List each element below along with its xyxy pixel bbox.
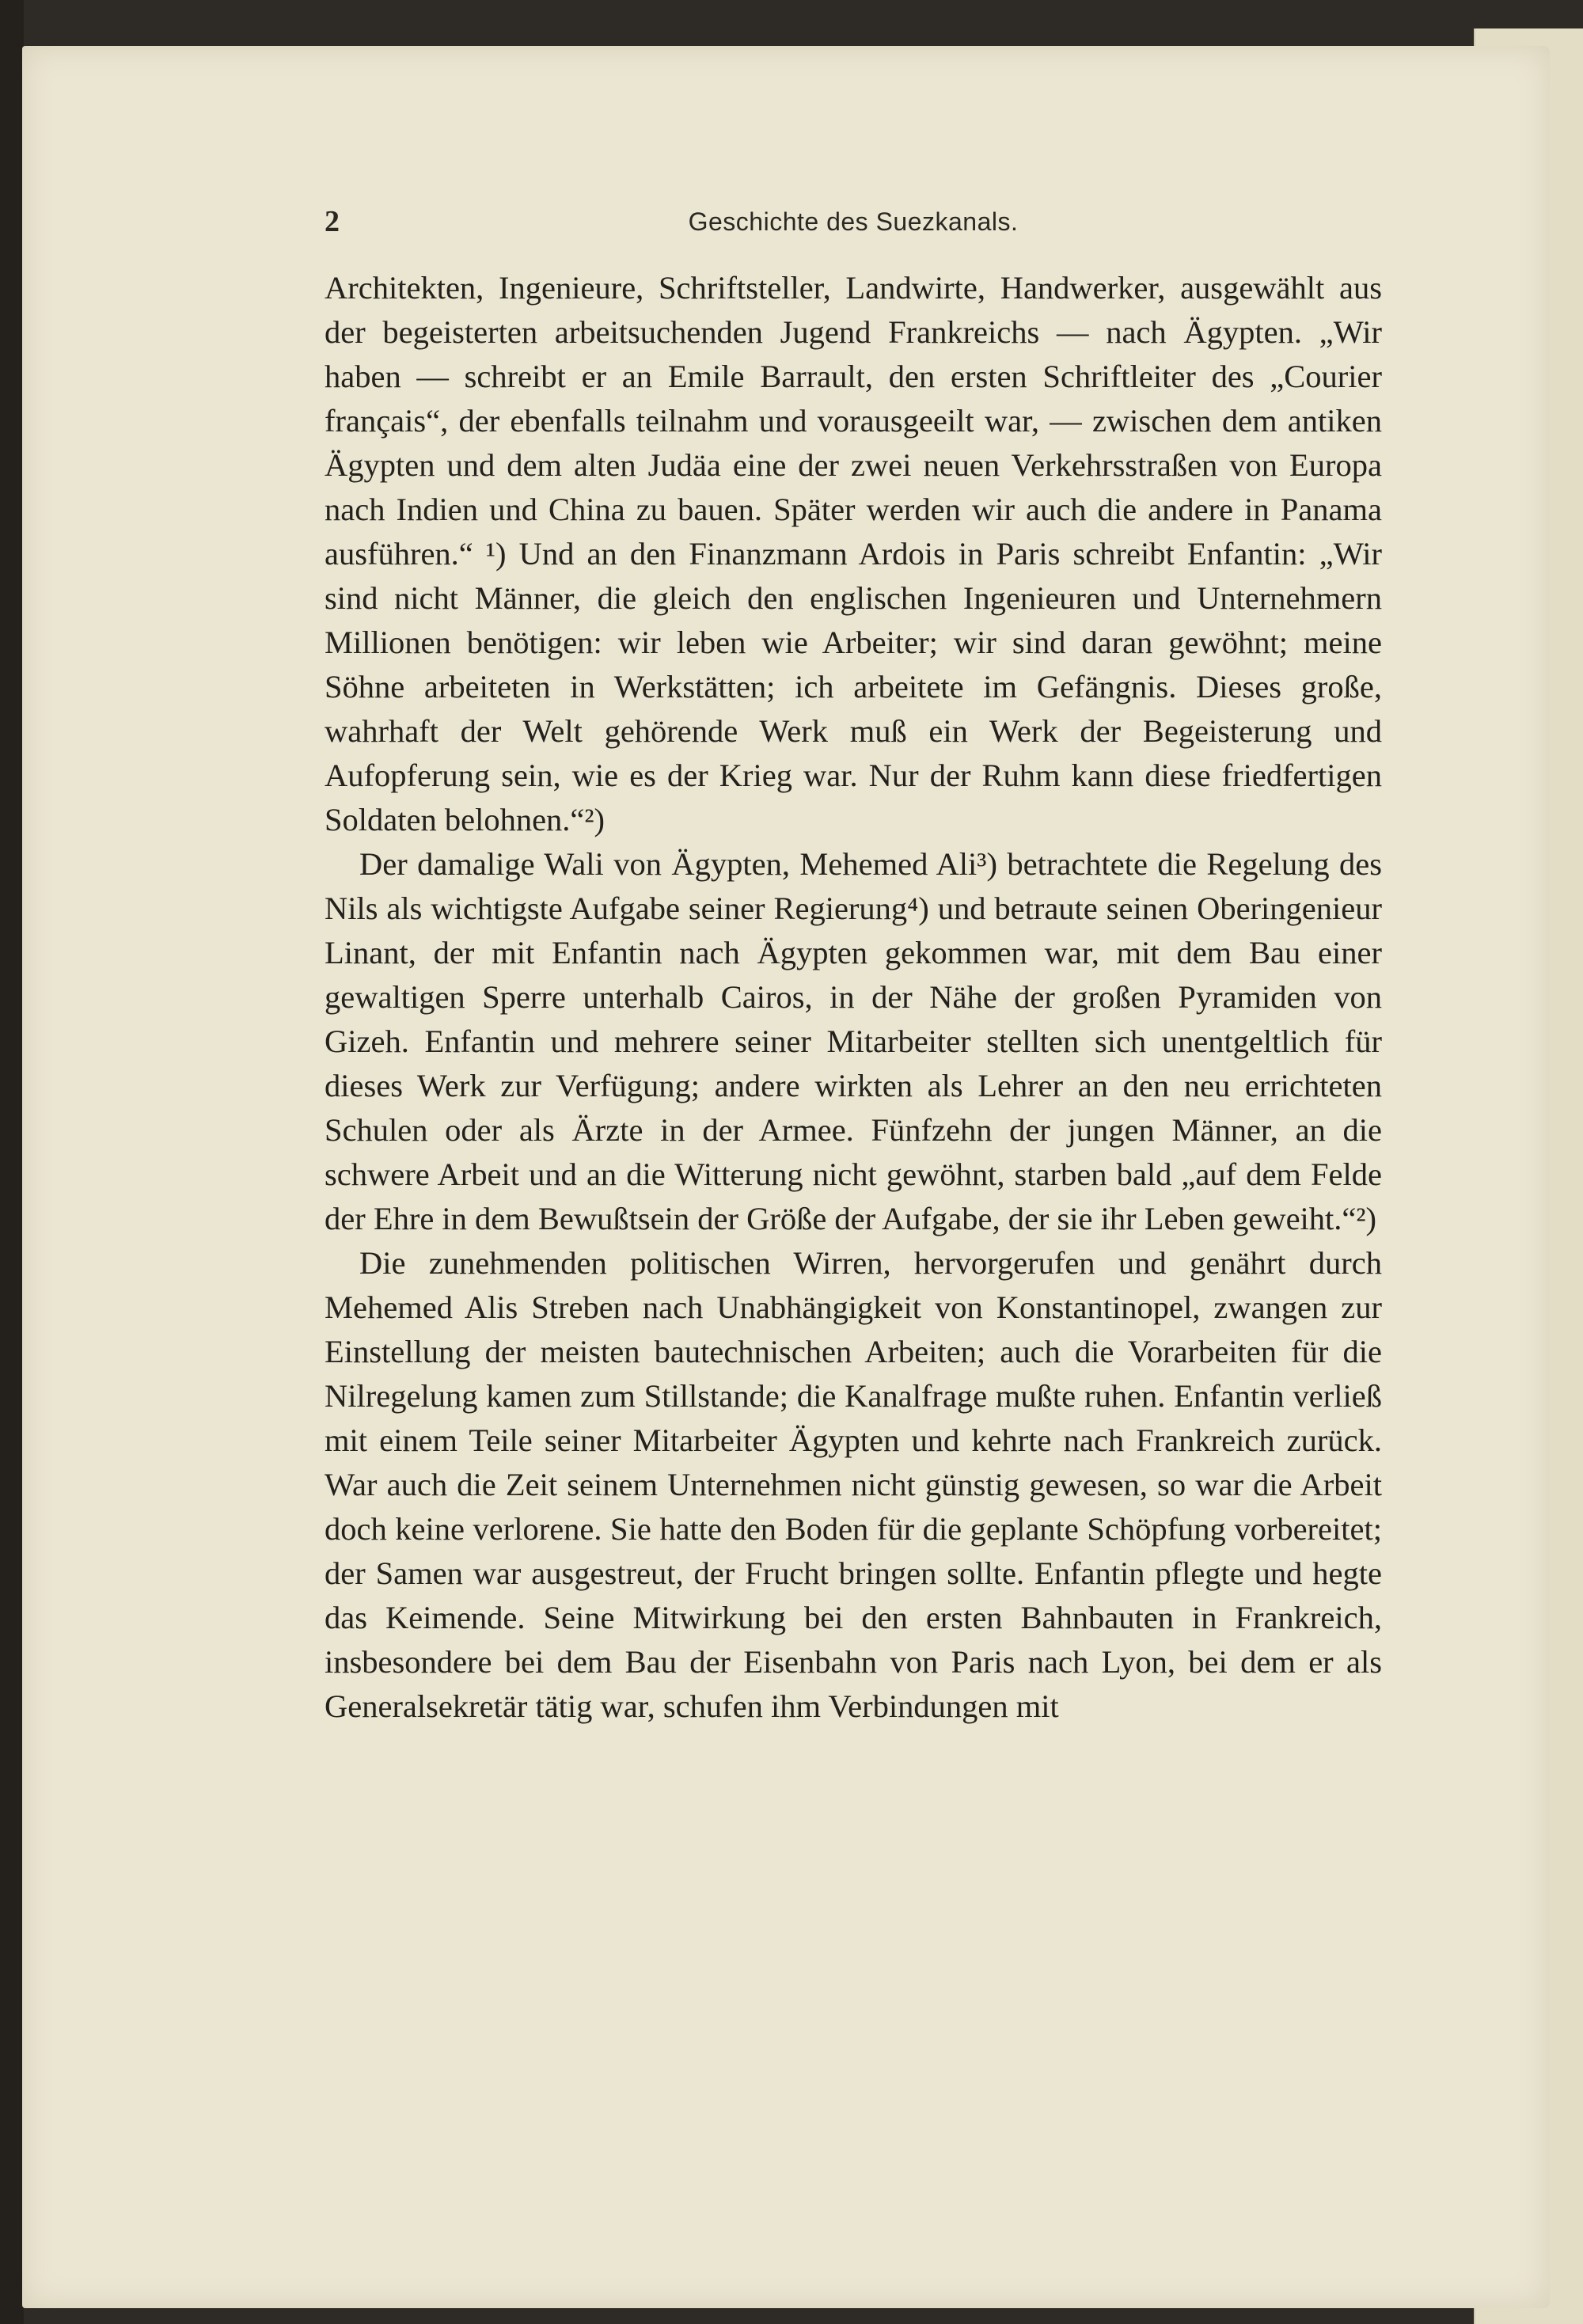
paragraph-3: Die zunehmenden politischen Wirren, hervorgerufen und genährt durch Mehemed Alis Streben nach Unabhängigkeit von Konstantinopel, zwangen zur Einstellung der meisten bautechnischen Arbeiten; auch die Vorarbeiten für die Nilregelung kamen zum Stillstande; die Kanalfrage mußte ruhen. Enfantin verließ mit einem Teile seiner Mitarbeiter Ägypten und kehrte nach Frankreich zurück. War auch die Zeit seinem Unternehmen nicht günstig gewesen, so war die Arbeit doch keine verlorene. Sie hatte den Boden für die geplante Schöpfung vorbereitet; der Samen war ausgestreut, der Frucht bringen sollte. Enfantin pflegte und hegte das Keimende. Seine Mitwirkung bei den ersten Bahnbauten in Frankreich, insbesondere bei dem Bau der Eisenbahn von Paris nach Lyon, bei dem er als Generalsekretär tätig war, schufen ihm Verbindungen mit <box>325 1245 1382 1724</box>
page-content <box>325 204 1382 1729</box>
running-head <box>325 204 1382 252</box>
page-number: 2 <box>325 205 340 238</box>
book-binding-edge <box>0 0 24 2324</box>
body-text <box>325 266 1382 1729</box>
paragraph-2: Der damalige Wali von Ägypten, Mehemed Ali³) betrachtete die Regelung des Nils als wichtigste Aufgabe seiner Regierung⁴) und betraute seinen Oberingenieur Linant, der mit Enfantin nach Ägypten gekommen war, mit dem Bau einer gewaltigen Sperre unterhalb Cairos, in der Nähe der großen Pyramiden von Gizeh. Enfantin und mehrere seiner Mitarbeiter stellten sich unentgeltlich für dieses Werk zur Verfügung; andere wirkten als Lehrer an den neu errichteten Schulen oder als Ärzte in der Armee. Fünfzehn der jungen Männer, an die schwere Arbeit und an die Witterung nicht gewöhnt, starben bald „auf dem Felde der Ehre in dem Bewußtsein der Größe der Aufgabe, der sie ihr Leben geweiht.“²) <box>325 846 1382 1236</box>
paragraph-1: Architekten, Ingenieure, Schriftsteller, Landwirte, Handwerker, ausgewählt aus der begeisterten arbeitsuchenden Jugend Frankreichs — nach Ägypten. „Wir haben — schreibt er an Emile Barrault, den ersten Schriftleiter des „Courier français“, der ebenfalls teilnahm und vorausgeeilt war, — zwischen dem antiken Ägypten und dem alten Judäa eine der zwei neuen Verkehrsstraßen von Europa nach Indien und China zu bauen. Später werden wir auch die andere in Panama ausführen.“ ¹) Und an den Finanzmann Ardois in Paris schreibt Enfantin: „Wir sind nicht Männer, die gleich den englischen Ingenieuren und Unternehmern Millionen benötigen: wir leben wie Arbeiter; wir sind daran gewöhnt; meine Söhne arbeiteten in Werkstätten; ich arbeitete im Gefängnis. Dieses große, wahrhaft der Welt gehörende Werk muß ein Werk der Begeisterung und Aufopferung sein, wie es der Krieg war. Nur der Ruhm kann diese friedfertigen Soldaten belohnen.“²) <box>325 270 1382 837</box>
running-title: Geschichte des Suezkanals. <box>688 207 1019 236</box>
